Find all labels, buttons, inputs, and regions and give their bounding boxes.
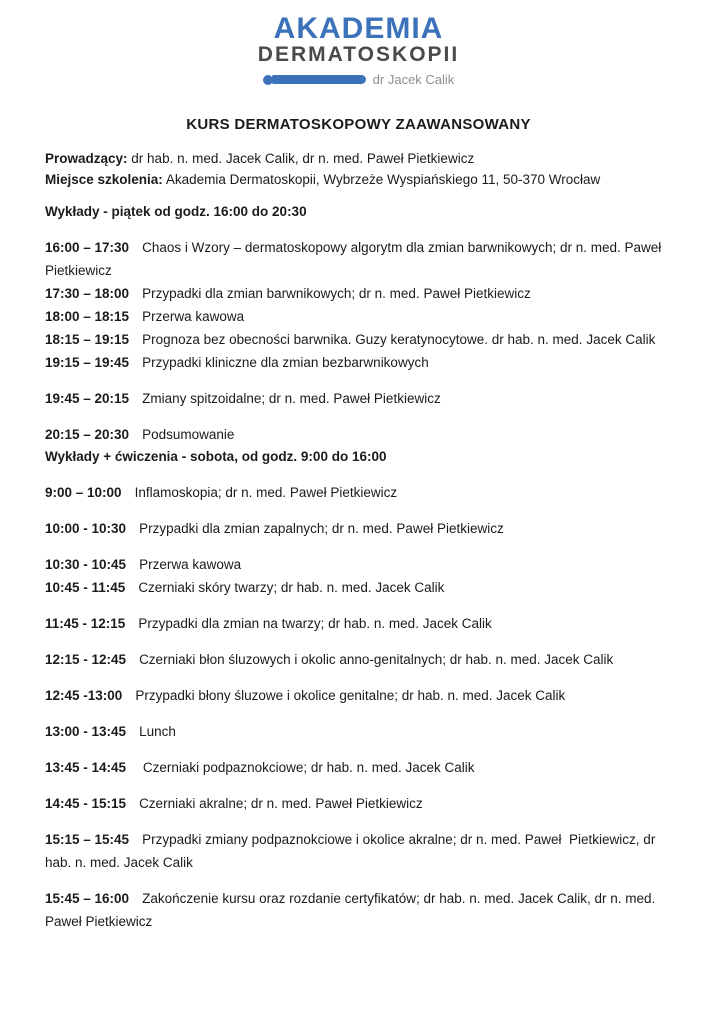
item-time: 19:45 – 20:15 xyxy=(45,391,130,406)
item-time: 18:00 – 18:15 xyxy=(45,309,130,324)
schedule-item xyxy=(45,684,672,707)
item-text: Czerniaki podpaznokciowe; dr hab. n. med. Jacek Calik xyxy=(139,760,475,775)
item-time: 11:45 - 12:15 xyxy=(45,616,126,631)
item-text: Przypadki dla zmian barwnikowych; dr n. med. Paweł Pietkiewicz xyxy=(142,286,531,301)
item-text: Czerniaki skóry twarzy; dr hab. n. med. Jacek Calik xyxy=(138,580,445,595)
item-time: 17:30 – 18:00 xyxy=(45,286,130,301)
schedule-item xyxy=(45,351,672,374)
schedule-item xyxy=(45,828,672,874)
item-time: 9:00 – 10:00 xyxy=(45,485,122,500)
schedule-item xyxy=(45,305,672,328)
section-items xyxy=(45,481,672,933)
item-time: 10:45 - 11:45 xyxy=(45,580,126,595)
item-time: 20:15 – 20:30 xyxy=(45,427,130,442)
dermatoscope-icon xyxy=(45,69,672,90)
logo-akademia-text: AKADEMIA xyxy=(273,12,444,45)
item-text: Czerniaki akralne; dr n. med. Paweł Pietkiewicz xyxy=(139,796,423,811)
item-text: Przerwa kawowa xyxy=(142,309,245,324)
schedule-item xyxy=(45,553,672,576)
schedule-item xyxy=(45,792,672,815)
schedule-item xyxy=(45,612,672,635)
item-text: Przerwa kawowa xyxy=(139,557,242,572)
item-time: 10:00 - 10:30 xyxy=(45,521,127,536)
item-text: Przypadki kliniczne dla zmian bezbarwnikowych xyxy=(142,355,429,370)
item-time: 18:15 – 19:15 xyxy=(45,332,130,347)
item-text: Zakończenie kursu oraz rozdanie certyfikatów; dr hab. n. med. Jacek Calik, dr n. med. Paweł Pietkiewicz xyxy=(45,891,660,929)
item-text: Przypadki dla zmian na twarzy; dr hab. n. med. Jacek Calik xyxy=(138,616,492,631)
item-time: 10:30 - 10:45 xyxy=(45,557,127,572)
schedule-item xyxy=(45,282,672,305)
item-text: Inflamoskopia; dr n. med. Paweł Pietkiewicz xyxy=(134,485,398,500)
item-text: Czerniaki błon śluzowych i okolic anno-genitalnych; dr hab. n. med. Jacek Calik xyxy=(139,652,614,667)
logo-byline: dr Jacek Calik xyxy=(372,71,455,87)
section-heading: Wykłady + ćwiczenia - sobota, od godz. 9:00 do 16:00 xyxy=(45,449,387,464)
logo-dermatoskopii-text: DERMATOSKOPII xyxy=(257,43,460,66)
schedule-item xyxy=(45,756,672,779)
item-text: Lunch xyxy=(139,724,176,739)
item-time: 13:00 - 13:45 xyxy=(45,724,127,739)
item-text: Prognoza bez obecności barwnika. Guzy keratynocytowe. dr hab. n. med. Jacek Calik xyxy=(142,332,656,347)
lecturers-label: Prowadzący: xyxy=(45,151,128,166)
item-text: Przypadki błony śluzowe i okolice genitalne; dr hab. n. med. Jacek Calik xyxy=(135,688,566,703)
schedule-item xyxy=(45,236,672,282)
item-time: 15:15 – 15:45 xyxy=(45,832,130,847)
schedule-item xyxy=(45,328,672,351)
item-time: 13:45 - 14:45 xyxy=(45,760,127,775)
item-time: 15:45 – 16:00 xyxy=(45,891,130,906)
venue-label: Miejsce szkolenia: xyxy=(45,172,163,187)
item-text: Chaos i Wzory – dermatoskopowy algorytm dla zmian barwnikowych; dr n. med. Paweł Pietkiewicz xyxy=(45,240,666,278)
schedule-section xyxy=(45,201,672,446)
schedule-item xyxy=(45,648,672,671)
schedule-item xyxy=(45,517,672,540)
logo xyxy=(45,14,672,90)
schedule-item xyxy=(45,481,672,504)
item-text: Przypadki dla zmian zapalnych; dr n. med. Paweł Pietkiewicz xyxy=(139,521,504,536)
schedule-item xyxy=(45,720,672,743)
item-text: Zmiany spitzoidalne; dr n. med. Paweł Pietkiewicz xyxy=(142,391,441,406)
page-title: KURS DERMATOSKOPOWY ZAAWANSOWANY xyxy=(186,116,531,133)
item-time: 14:45 - 15:15 xyxy=(45,796,127,811)
item-time: 12:45 -13:00 xyxy=(45,688,123,703)
item-text: Podsumowanie xyxy=(142,427,235,442)
schedule-item xyxy=(45,423,672,446)
section-items xyxy=(45,236,672,446)
item-time: 19:15 – 19:45 xyxy=(45,355,130,370)
section-heading: Wykłady - piątek od godz. 16:00 do 20:30 xyxy=(45,204,307,219)
schedule-item xyxy=(45,887,672,933)
schedule-sections xyxy=(45,201,672,933)
item-time: 16:00 – 17:30 xyxy=(45,240,130,255)
venue-line xyxy=(45,169,672,190)
schedule-item xyxy=(45,576,672,599)
schedule-item xyxy=(45,387,672,410)
item-text: Przypadki zmiany podpaznokciowe i okolice akralne; dr n. med. Paweł Pietkiewicz, dr hab. n. med. Jacek Calik xyxy=(45,832,660,870)
schedule-section xyxy=(45,446,672,933)
lecturers-value: dr hab. n. med. Jacek Calik, dr n. med. Paweł Pietkiewicz xyxy=(131,151,475,166)
lecturers-line xyxy=(45,148,672,169)
venue-value: Akademia Dermatoskopii, Wybrzeże Wyspiańskiego 11, 50-370 Wrocław xyxy=(165,172,601,187)
dermatoscope-handle-icon xyxy=(272,75,366,84)
item-time: 12:15 - 12:45 xyxy=(45,652,127,667)
